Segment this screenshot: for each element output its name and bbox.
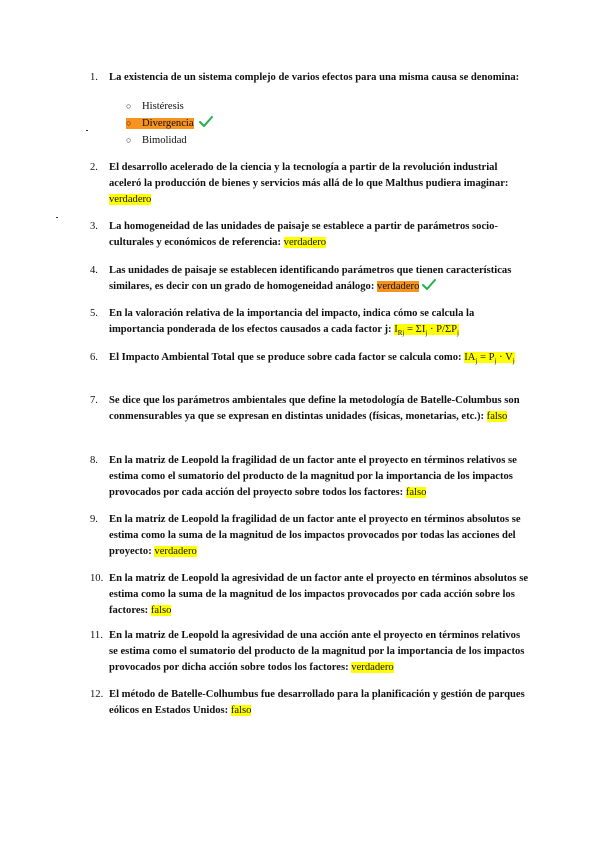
question-11 <box>90 628 530 676</box>
question-12 <box>90 687 530 719</box>
question-number: 7. <box>90 395 98 406</box>
check-mark-icon <box>422 279 436 291</box>
question-6 <box>90 350 530 366</box>
question-number: 5. <box>90 308 98 319</box>
option-item[interactable] <box>126 132 213 149</box>
question-5 <box>90 306 530 338</box>
answer-highlight: falso <box>150 605 172 616</box>
question-4 <box>90 263 530 295</box>
answer-formula: $IA_j = P_j \cdot V_j$ <box>464 352 515 366</box>
question-7 <box>90 393 530 425</box>
question-number: 3. <box>90 221 98 232</box>
question-text: La existencia de un sistema complejo de varios efectos para una misma causa se denomina: <box>109 72 520 83</box>
question-text: Se dice que los parámetros ambientales que define la metodología de Batelle-Columbus son conmensurables ya que se expresan en distintas unidades (físicas, monetarias, etc.): <box>109 395 520 422</box>
question-number: 6. <box>90 352 98 363</box>
question-10 <box>90 571 530 619</box>
question-number: 8. <box>90 455 98 466</box>
question-8 <box>90 453 530 501</box>
question-text: El Impacto Ambiental Total que se produce sobre cada factor se calcula como: <box>109 352 462 363</box>
answer-highlight: verdadero <box>351 662 394 673</box>
option-label: Bimolidad <box>142 135 187 146</box>
question-1 <box>90 70 530 86</box>
radio-bullet: ○ <box>126 135 132 145</box>
question-text: Las unidades de paisaje se establecen identificando parámetros que tienen características similares, es decir con un grado de homogeneidad análogo: <box>109 265 512 292</box>
answer-highlight: verdadero <box>109 194 152 205</box>
question-text: El método de Batelle-Colhumbus fue desarrollado para la planificación y gestión de parques eólicos en Estados Unidos: <box>109 689 525 716</box>
question-2 <box>90 160 530 208</box>
answer-highlight: verdadero <box>154 546 197 557</box>
options-list <box>126 98 213 149</box>
answer-highlight: falso <box>486 411 508 422</box>
question-text: El desarrollo acelerado de la ciencia y la tecnología a partir de la revolución industrial aceleró la producción de bienes y servicios más allá de lo que Malthus pudiera imaginar: <box>109 162 509 189</box>
question-number: 11. <box>90 630 103 641</box>
question-text: En la valoración relativa de la importancia del impacto, indica cómo se calcula la importancia ponderada de los efectos causados a cada factor j: <box>109 308 475 335</box>
option-label: Histéresis <box>142 101 184 112</box>
question-3 <box>90 219 530 251</box>
answer-highlight: falso <box>230 705 252 716</box>
question-number: 12. <box>90 689 104 700</box>
question-9 <box>90 512 530 560</box>
question-number: 4. <box>90 265 98 276</box>
stray-mark <box>86 130 88 131</box>
radio-bullet: ○ <box>126 101 132 111</box>
question-text: La homogeneidad de las unidades de paisaje se establece a partir de parámetros socio-culturales y económicos de referencia: <box>109 221 498 248</box>
question-text: En la matriz de Leopold la agresividad de una acción ante el proyecto en términos relativos se estima como el sumatorio del producto de la magnitud por la importancia de los impactos provocados por dicha acción sobre todos los factores: <box>109 630 525 673</box>
question-number: 10. <box>90 573 104 584</box>
answer-formula: $I_{Rj} = \Sigma I_j \cdot P/\Sigma P_j$ <box>394 324 459 338</box>
question-text: En la matriz de Leopold la agresividad de un factor ante el proyecto en términos absolutos se estima como la suma de la magnitud de los impactos provocados por cada acción sobre los factores: <box>109 573 529 616</box>
option-item[interactable] <box>126 98 213 115</box>
question-number: 2. <box>90 162 98 173</box>
stray-mark <box>56 217 58 218</box>
question-text: En la matriz de Leopold la fragilidad de un factor ante el proyecto en términos relativos se estima como el sumatorio del producto de la magnitud por la importancia de los impactos provocados por cada acción del proyecto sobre todos los factores: <box>109 455 517 498</box>
answer-highlight: verdadero <box>377 281 420 292</box>
answer-highlight: falso <box>405 487 427 498</box>
option-label: Divergencia <box>142 118 194 129</box>
answer-highlight: verdadero <box>283 237 327 248</box>
question-text: En la matriz de Leopold la fragilidad de un factor ante el proyecto en términos absolutos se estima como la suma de la magnitud de los impactos provocados por todas las acciones del proyecto: <box>109 514 521 557</box>
radio-bullet: ○ <box>126 118 132 128</box>
check-mark-icon <box>199 116 213 128</box>
question-number: 1. <box>90 72 98 83</box>
option-item-selected[interactable] <box>126 115 213 132</box>
question-number: 9. <box>90 514 98 525</box>
